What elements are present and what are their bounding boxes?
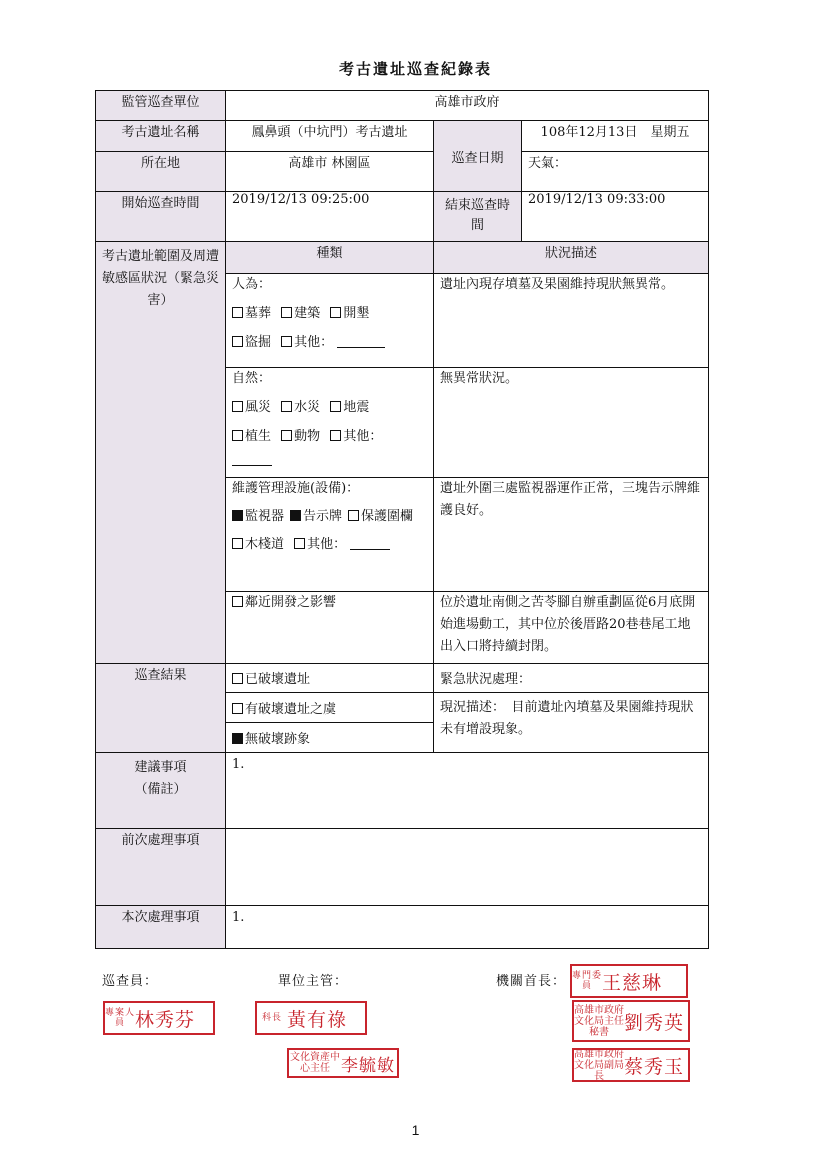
seal-wang: 專門委員 王慈琳 <box>570 964 688 998</box>
page-number: 1 <box>411 1122 420 1138</box>
opt-flood: 水災 <box>294 400 321 415</box>
checkbox-nature-other[interactable] <box>330 430 341 441</box>
weather-label: 天氣： <box>522 152 709 192</box>
end-time-value: 2019/12/13 09:33:00 <box>522 192 709 242</box>
emergency-label: 緊急狀況處理： <box>434 664 709 693</box>
checkbox-signboard[interactable] <box>290 510 301 521</box>
checkbox-flood[interactable] <box>281 401 292 412</box>
seal-lin: 專案人員 林秀芬 <box>103 1001 215 1035</box>
location-label: 所在地 <box>96 152 226 192</box>
location-value: 高雄市 林園區 <box>226 152 434 192</box>
opt-human-other: 其他： <box>294 335 334 350</box>
nature-other-blank[interactable] <box>232 453 272 466</box>
seal-huang: 科長 黃有祿 <box>255 1001 367 1035</box>
suggest-sub: （備註） <box>134 782 187 797</box>
checkbox-looting[interactable] <box>232 336 243 347</box>
checkbox-fence[interactable] <box>348 510 359 521</box>
nature-title: 自然： <box>232 371 272 386</box>
checkbox-earthquake[interactable] <box>330 401 341 412</box>
head-label: 機關首長： <box>496 974 567 989</box>
opt-nature-other: 其他： <box>343 429 383 444</box>
human-cell <box>226 274 434 368</box>
result-opt2-cell <box>226 693 434 723</box>
checkbox-at-risk[interactable] <box>232 703 243 714</box>
seal-li: 文化資產中心主任 李毓敏 <box>287 1048 399 1078</box>
checkbox-human-other[interactable] <box>281 336 292 347</box>
this-value: 1. <box>226 906 709 949</box>
checkbox-burial[interactable] <box>232 307 243 318</box>
nature-desc: 無異常狀況。 <box>434 368 709 478</box>
opt-earthquake: 地震 <box>343 400 370 415</box>
checkbox-destroyed[interactable] <box>232 673 243 684</box>
inspector-label: 巡查員： <box>102 974 159 989</box>
unit-label: 監管巡查單位 <box>96 91 226 121</box>
facility-title: 維護管理設施(設備)： <box>232 481 360 496</box>
suggest-cell <box>96 753 226 829</box>
scope-label: 考古遺址範圍及周遭敏感區狀況（緊急災害） <box>96 242 226 664</box>
result-opt3-cell <box>226 723 434 753</box>
suggest-value: 1. <box>226 753 709 829</box>
opt-cctv: 監視器 <box>245 509 285 524</box>
checkbox-cctv[interactable] <box>232 510 243 521</box>
form-title: 考古遺址巡查紀錄表 <box>338 60 492 78</box>
opt-typhoon: 風災 <box>245 400 272 415</box>
end-time-label: 結束巡查時間 <box>434 192 522 242</box>
opt-boardwalk: 木棧道 <box>245 537 285 552</box>
opt-looting: 盜掘 <box>245 335 272 350</box>
checkbox-reclaim[interactable] <box>330 307 341 318</box>
result-opt1-cell <box>226 664 434 693</box>
checkbox-no-damage[interactable] <box>232 733 243 744</box>
suggest-label: 建議事項 <box>134 760 187 775</box>
opt-signboard: 告示牌 <box>303 509 343 524</box>
inspection-form <box>95 90 709 949</box>
opt-building: 建築 <box>294 306 321 321</box>
site-name-value: 鳳鼻頭（中坑門）考古遺址 <box>226 121 434 152</box>
checkbox-building[interactable] <box>281 307 292 318</box>
nature-cell <box>226 368 434 478</box>
unit-value: 高雄市政府 <box>226 91 709 121</box>
result-no-damage: 無破壞跡象 <box>245 732 311 747</box>
opt-fence: 保護圍欄 <box>361 509 414 524</box>
type-header: 種類 <box>226 242 434 274</box>
result-label: 巡查結果 <box>96 664 226 753</box>
result-destroyed: 已破壞遺址 <box>245 672 311 687</box>
checkbox-nearby-dev[interactable] <box>232 596 243 607</box>
opt-facility-other: 其他： <box>307 537 347 552</box>
human-other-blank[interactable] <box>337 335 385 348</box>
opt-animal: 動物 <box>294 429 321 444</box>
opt-burial: 墓葬 <box>245 306 272 321</box>
checkbox-animal[interactable] <box>281 430 292 441</box>
checkbox-facility-other[interactable] <box>294 538 305 549</box>
facility-desc: 遺址外圍三處監視器運作正常，三塊告示牌維護良好。 <box>434 478 709 592</box>
nearby-cell <box>226 592 434 664</box>
supervisor-label: 單位主管： <box>278 974 349 989</box>
date-label: 巡查日期 <box>434 121 522 192</box>
opt-reclaim: 開墾 <box>343 306 370 321</box>
date-value: 108年12月13日 星期五 <box>522 121 709 152</box>
result-at-risk: 有破壞遺址之虞 <box>245 702 337 717</box>
prev-label: 前次處理事項 <box>96 829 226 906</box>
start-time-label: 開始巡查時間 <box>96 192 226 242</box>
opt-vegetation: 植生 <box>245 429 272 444</box>
checkbox-typhoon[interactable] <box>232 401 243 412</box>
human-desc: 遺址內現存墳墓及果園維持現狀無異常。 <box>434 274 709 368</box>
desc-header: 狀況描述 <box>434 242 709 274</box>
status-desc: 現況描述： 目前遺址內墳墓及果園維持現狀未有增設現象。 <box>434 693 709 753</box>
facility-cell <box>226 478 434 592</box>
site-name-label: 考古遺址名稱 <box>96 121 226 152</box>
opt-nearby-dev: 鄰近開發之影響 <box>245 595 337 610</box>
seal-tsai: 高雄市政府文化局副局長 蔡秀玉 <box>572 1048 690 1082</box>
seal-liu: 高雄市政府文化局主任秘書 劉秀英 <box>572 1000 690 1042</box>
facility-other-blank[interactable] <box>350 537 390 550</box>
checkbox-boardwalk[interactable] <box>232 538 243 549</box>
this-label: 本次處理事項 <box>96 906 226 949</box>
checkbox-vegetation[interactable] <box>232 430 243 441</box>
human-title: 人為： <box>232 277 272 292</box>
nearby-desc: 位於遺址南側之苦苓腳自辦重劃區從6月底開始進場動工，其中位於後厝路20巷巷尾工地出入口將持續封閉。 <box>434 592 709 664</box>
start-time-value: 2019/12/13 09:25:00 <box>226 192 434 242</box>
prev-value <box>226 829 709 906</box>
